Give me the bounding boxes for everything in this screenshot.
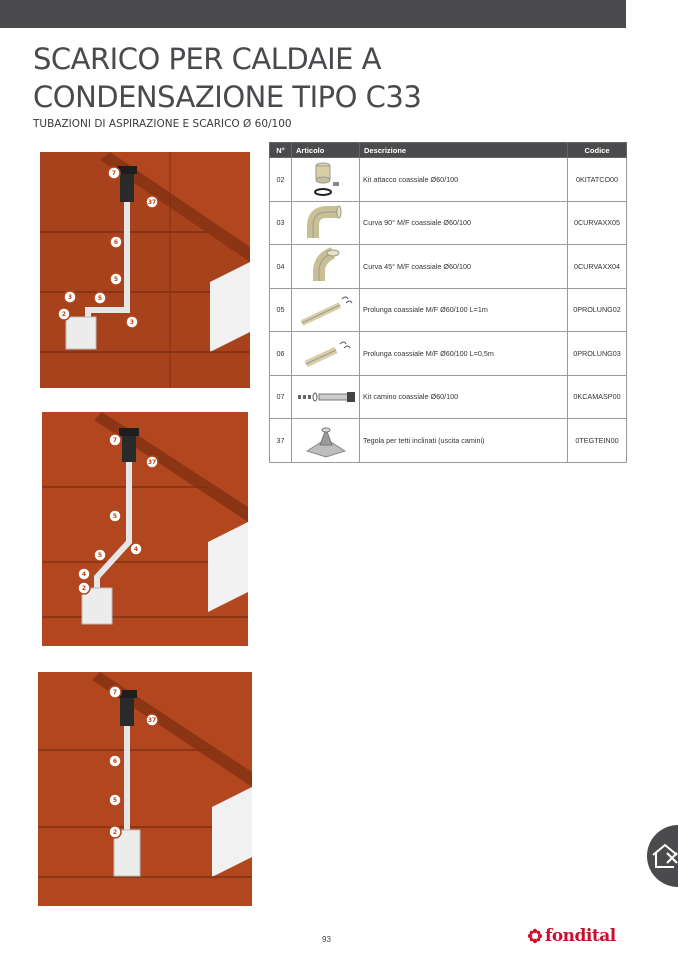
callout-label: 37: [147, 459, 157, 466]
row-number: 06: [270, 332, 292, 376]
callout-label: 5: [113, 276, 119, 283]
tools-badge: [641, 825, 678, 892]
chimney-kit-icon: [295, 378, 359, 416]
row-code: 0KITATCO00: [568, 158, 627, 202]
row-code: 0PROLUNG03: [568, 332, 627, 376]
row-description: Curva 90° M/F coassiale Ø60/100: [360, 201, 568, 245]
brand-name: fondital: [545, 926, 616, 946]
elbow-45-icon: [303, 247, 349, 285]
row-code: 0TEGTEIN00: [568, 419, 627, 463]
callout-label: 7: [111, 170, 117, 177]
row-number: 37: [270, 419, 292, 463]
row-description: Kit camino coassiale Ø60/100: [360, 375, 568, 419]
elbow-90-icon: [303, 204, 349, 242]
table-row: [270, 201, 627, 245]
row-code: 0CURVAXX05: [568, 201, 627, 245]
table-row: [270, 288, 627, 332]
table-row: [270, 245, 627, 289]
header-bar: [0, 0, 626, 28]
row-description: Prolunga coassiale M/F Ø60/100 L=1m: [360, 288, 568, 332]
row-number: 05: [270, 288, 292, 332]
flower-icon: [527, 928, 543, 944]
callout-label: 37: [147, 199, 157, 206]
callout-label: 5: [112, 513, 118, 520]
callout-label: 5: [112, 797, 118, 804]
row-number: 03: [270, 201, 292, 245]
callout-label: 5: [97, 295, 103, 302]
installation-diagram-3: [38, 672, 252, 906]
column-header-code: Codice: [568, 143, 627, 158]
callout-label: 6: [112, 758, 118, 765]
callout-label: 2: [61, 311, 67, 318]
callout-label: 6: [113, 239, 119, 246]
row-description: Prolunga coassiale M/F Ø60/100 L=0,5m: [360, 332, 568, 376]
callout-label: 4: [133, 546, 139, 553]
row-number: 04: [270, 245, 292, 289]
callout-label: 5: [97, 552, 103, 559]
brand-logo: [527, 926, 616, 946]
row-number: 07: [270, 375, 292, 419]
row-number: 02: [270, 158, 292, 202]
page-subtitle: TUBAZIONI DI ASPIRAZIONE E SCARICO Ø 60/100: [33, 118, 292, 130]
table-row: [270, 375, 627, 419]
callout-label: 3: [129, 319, 135, 326]
extension-05m-icon: [296, 334, 356, 372]
extension-1m-icon: [296, 291, 356, 329]
row-description: Kit attacco coassiale Ø60/100: [360, 158, 568, 202]
column-header-number: N°: [270, 143, 292, 158]
page-number: 93: [322, 935, 331, 944]
parts-table: [269, 142, 627, 463]
callout-label: 7: [112, 437, 118, 444]
page-title: SCARICO PER CALDAIE A CONDENSAZIONE TIPO C33: [33, 42, 422, 114]
row-code: 0PROLUNG02: [568, 288, 627, 332]
row-description: Curva 45° M/F coassiale Ø60/100: [360, 245, 568, 289]
table-row: [270, 419, 627, 463]
table-row: [270, 158, 627, 202]
table-header-row: [270, 143, 627, 158]
installation-diagram-1: [40, 152, 250, 388]
installation-diagram-2: [42, 412, 248, 646]
adapter-kit-icon: [303, 160, 349, 198]
column-header-article: Articolo: [292, 143, 360, 158]
callout-label: 3: [67, 294, 73, 301]
column-header-description: Descrizione: [360, 143, 568, 158]
table-row: [270, 332, 627, 376]
row-code: 0CURVAXX04: [568, 245, 627, 289]
callout-label: 2: [81, 585, 87, 592]
callout-label: 4: [81, 571, 87, 578]
roof-tile-icon: [303, 421, 349, 459]
callout-label: 37: [147, 717, 157, 724]
row-code: 0KCAMASP00: [568, 375, 627, 419]
callout-label: 2: [112, 829, 118, 836]
row-description: Tegola per tetti inclinati (uscita camini): [360, 419, 568, 463]
callout-label: 7: [112, 689, 118, 696]
